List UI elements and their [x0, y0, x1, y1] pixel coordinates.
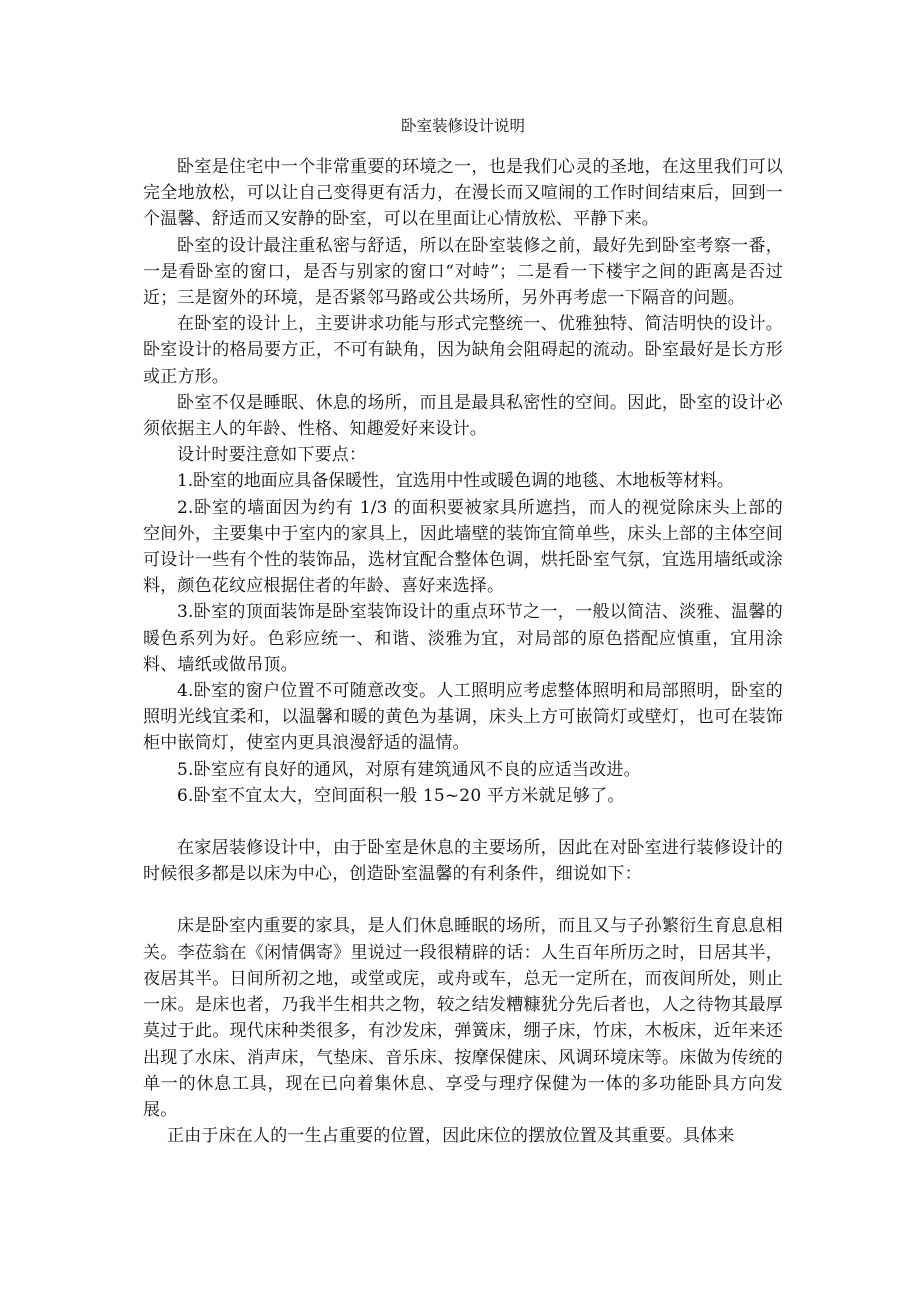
paragraph-spacer	[143, 809, 783, 835]
list-item-ceiling: 3.卧室的顶面装饰是卧室装饰设计的重点环节之一，一般以简洁、淡雅、温馨的暖色系列为好。色彩应统一、和谐、淡雅为宜，对局部的原色搭配应慎重，宜用涂料、墙纸或做吊顶。	[143, 602, 783, 675]
list-item-ventilation: 5.卧室应有良好的通风，对原有建筑通风不良的应适当改进。	[177, 759, 641, 780]
paragraph-bed-history: 床是卧室内重要的家具，是人们休息睡眠的场所，而且又与子孙繁衍生育息息相关。李莅翁在《闲情偶寄》里说过一段很精辟的话：人生百年所历之时，日居其半，夜居其半。日间所初之地，或堂或庑，或舟或车，总无一定所在，而夜间所处，则止一床。是床也者，乃我半生相共之物，较之结发糟糠犹分先后者也，人之待物其最厚莫过于此。现代床种类很多，有沙发床，弹簧床，绷子床，竹床，木板床，近年来还出现了水床、消声床，气垫床、音乐床、按摩保健床、风调环境床等。床做为传统的单一的休息工具，现在已向着集休息、享受与理疗保健为一体的多功能卧具方向发展。	[143, 916, 783, 1120]
list-item-floor: 1.卧室的地面应具备保暖性，宜选用中性或暖色调的地毯、木地板等材料。	[177, 471, 734, 492]
list-item-wall: 2.卧室的墙面因为约有 1/3 的面积要被家具所遮挡，而人的视觉除床头上部的空间外，主要集中于室内的家具上，因此墙壁的装饰宜简单些，床头上部的主体空间可设计一些有个性的装饰品，选材宜配合整体色调，烘托卧室气氛，宜选用墙纸或涂料，颜色花纹应根据住者的年龄、喜好来选择。	[143, 497, 783, 597]
list-item-window-lighting: 4.卧室的窗户位置不可随意改变。人工照明应考虑整体照明和局部照明，卧室的照明光线宜柔和，以温馨和暖的黄色为基调，床头上方可嵌筒灯或壁灯，也可在装饰柜中嵌筒灯，使室内更具浪漫舒适的温情。	[143, 681, 783, 754]
list-item-size: 6.卧室不宜太大，空间面积一般 15~20 平方米就足够了。	[177, 785, 625, 806]
document-page	[143, 108, 783, 1149]
paragraph-spacer	[143, 887, 783, 913]
paragraph-bed-center: 在家居装修设计中，由于卧室是休息的主要场所，因此在对卧室进行装修设计的时候很多都是以床为中心，创造卧室温馨的有利条件，细说如下：	[143, 838, 783, 885]
paragraph-bed-position: 正由于床在人的一生占重要的位置，因此床位的摆放位置及其重要。具体来	[167, 1126, 735, 1147]
paragraph-privacy: 卧室的设计最注重私密与舒适，所以在卧室装修之前，最好先到卧室考察一番，一是看卧室的窗口，是否与别家的窗口“对峙”；二是看一下楼宇之间的距离是否过近；三是窗外的环境，是否紧邻马路或公共场所，另外再考虑一下隔音的问题。	[143, 235, 783, 309]
paragraph-layout: 在卧室的设计上，主要讲求功能与形式完整统一、优雅独特、简洁明快的设计。卧室设计的格局要方正，不可有缺角，因为缺角会阻碍起的流动。卧室最好是长方形或正方形。	[143, 314, 783, 387]
paragraph-personal-space: 卧室不仅是睡眠、休息的场所，而且是最具私密性的空间。因此，卧室的设计必须依据主人的年龄、性格、知趣爱好来设计。	[143, 392, 783, 440]
paragraph-key-points-heading: 设计时要注意如下要点：	[177, 445, 367, 466]
document-title: 卧室装修设计说明	[400, 117, 525, 135]
paragraph-intro: 卧室是住宅中一个非常重要的环境之一，也是我们心灵的圣地，在这里我们可以完全地放松，可以让自己变得更有活力，在漫长而又喧闹的工作时间结束后，回到一个温馨、舒适而又安静的卧室，可以在里面让心情放松、平静下来。	[143, 157, 783, 230]
